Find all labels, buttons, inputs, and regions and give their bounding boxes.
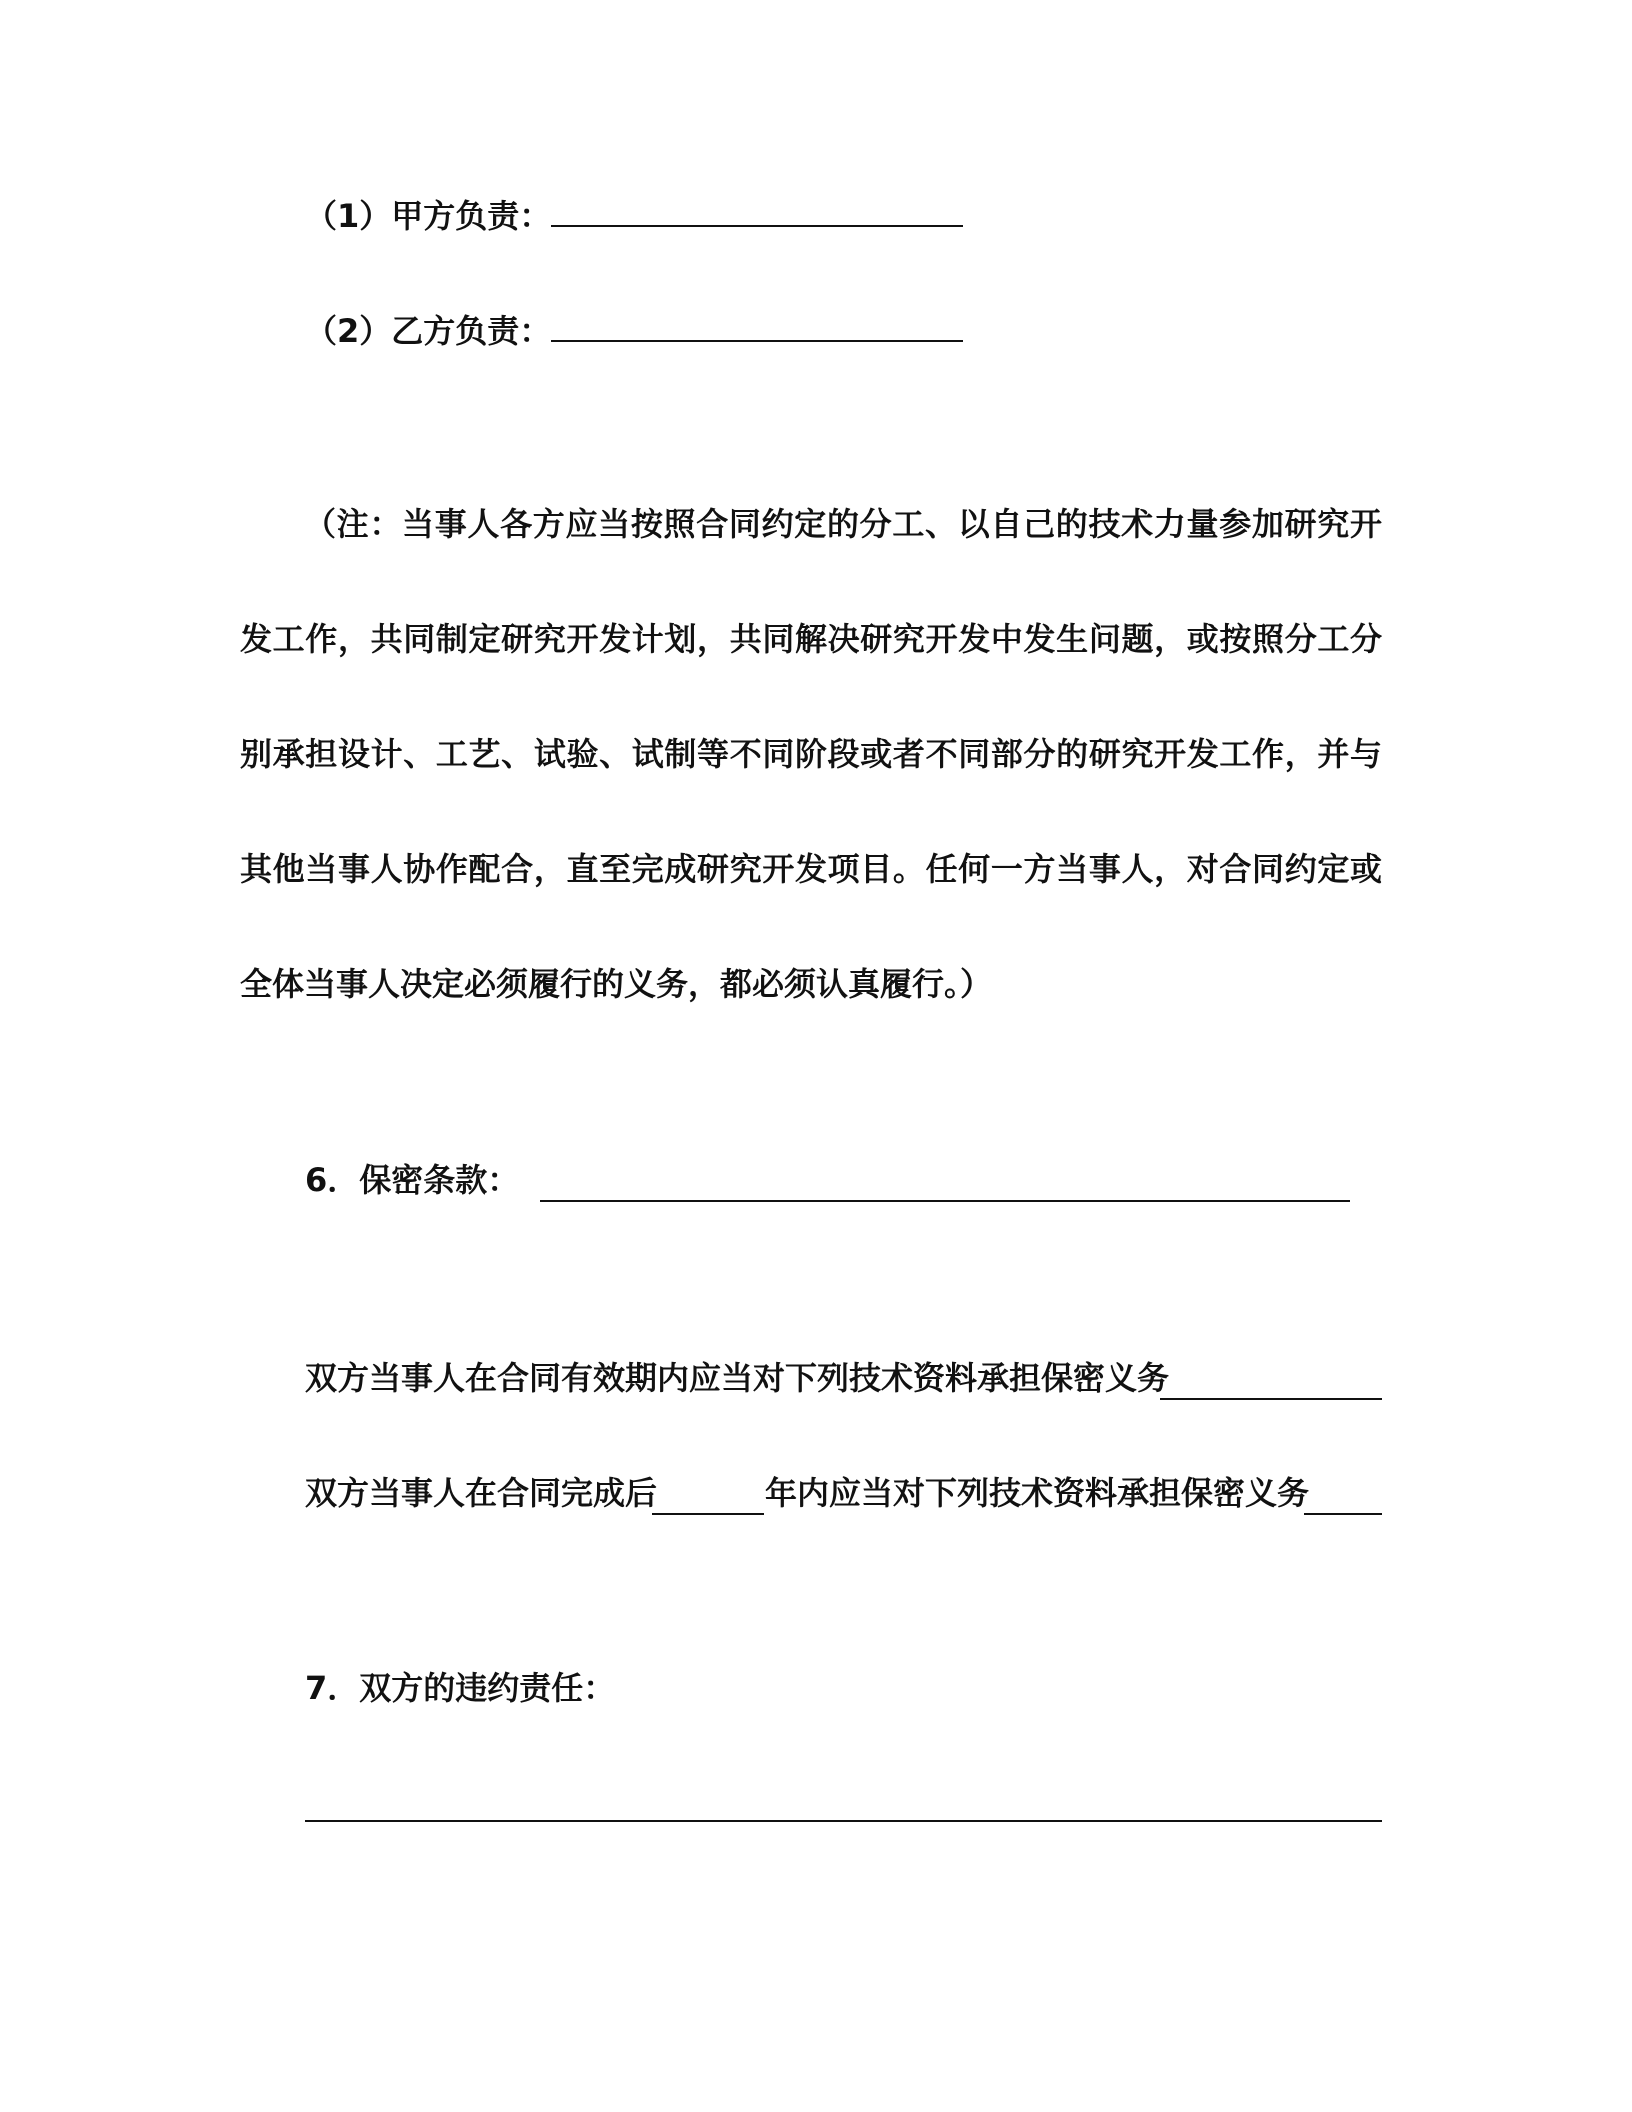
confidentiality-years-blank[interactable] bbox=[652, 1513, 764, 1515]
party-b-duty-label: （2）乙方负责： bbox=[305, 312, 552, 350]
confidentiality-clause-1: 双方当事人在合同有效期内应当对下列技术资料承担保密义务 bbox=[305, 1359, 1170, 1397]
party-a-duty-row bbox=[305, 195, 963, 236]
party-a-duty-blank[interactable] bbox=[551, 195, 963, 227]
breach-liability-blank[interactable] bbox=[305, 1820, 1382, 1822]
confidentiality-blank[interactable] bbox=[540, 1200, 1350, 1202]
confidentiality-clause-2-blank[interactable] bbox=[1304, 1513, 1382, 1515]
party-b-duty-blank[interactable] bbox=[551, 310, 963, 342]
confidentiality-clause-2-prefix: 双方当事人在合同完成后 bbox=[305, 1474, 658, 1512]
confidentiality-heading-row bbox=[305, 1160, 519, 1200]
cooperation-note: （注：当事人各方应当按照合同约定的分工、以自己的技术力量参加研究开发工作，共同制定研究开发计划，共同解决研究开发中发生问题，或按照分工分别承担设计、工艺、试验、试制等不同阶段或者不同部分的研究开发工作，并与其他当事人协作配合，直至完成研究开发项目。任何一方当事人，对合同约定或全体当事人决定必须履行的义务，都必须认真履行。） bbox=[240, 505, 1382, 1003]
party-b-duty-row bbox=[305, 310, 963, 351]
breach-heading-row bbox=[305, 1668, 615, 1708]
confidentiality-clause-1-row bbox=[305, 1358, 1169, 1398]
confidentiality-heading: 6．保密条款： bbox=[305, 1161, 520, 1199]
confidentiality-clause-1-blank[interactable] bbox=[1160, 1398, 1382, 1400]
confidentiality-clause-2-row bbox=[305, 1473, 657, 1513]
confidentiality-clause-2-suffix-row bbox=[765, 1473, 1309, 1513]
breach-heading: 7．双方的违约责任： bbox=[305, 1669, 616, 1707]
confidentiality-clause-2-suffix: 年内应当对下列技术资料承担保密义务 bbox=[765, 1474, 1310, 1512]
party-a-duty-label: （1）甲方负责： bbox=[305, 197, 552, 235]
